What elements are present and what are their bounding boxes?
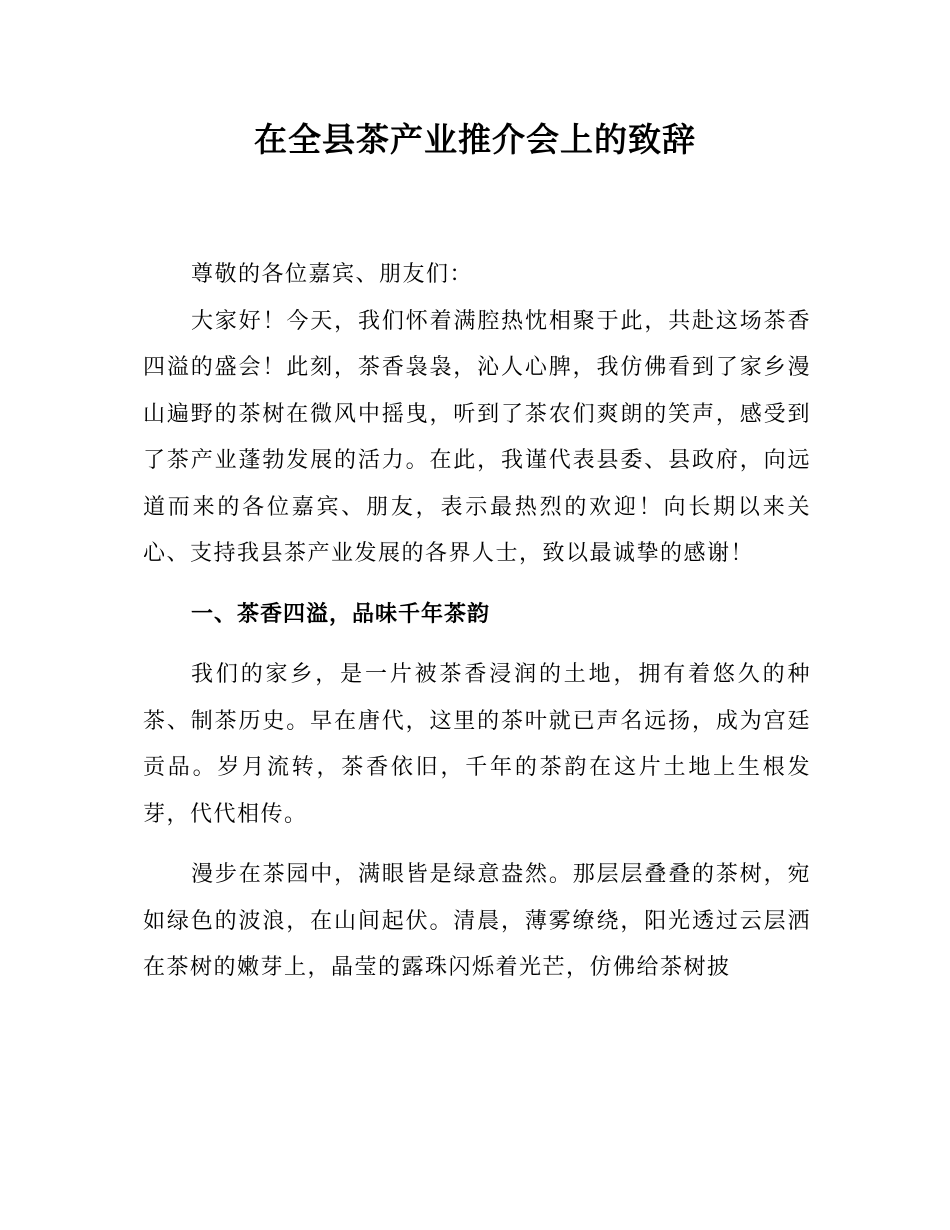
intro-paragraph: 大家好！今天，我们怀着满腔热忱相聚于此，共赴这场茶香四溢的盛会！此刻，茶香袅袅，沁人心脾，我仿佛看到了家乡漫山遍野的茶树在微风中摇曳，听到了茶农们爽朗的笑声，感受到了茶产业蓬勃发展的活力。在此，我谨代表县委、县政府，向远道而来的各位嘉宾、朋友，表示最热烈的欢迎！向长期以来关心、支持我县茶产业发展的各界人士，致以最诚挚的感谢！ xyxy=(143,308,811,566)
section1-paragraph-2: 漫步在茶园中，满眼皆是绿意盎然。那层层叠叠的茶树，宛如绿色的波浪，在山间起伏。清晨，薄雾缭绕，阳光透过云层洒在茶树的嫩芽上，晶莹的露珠闪烁着光芒，仿佛给茶树披 xyxy=(143,862,811,980)
document-title: 在全县茶产业推介会上的致辞 xyxy=(254,120,696,159)
section-heading-1: 一、茶香四溢，品味千年茶韵 xyxy=(191,601,491,627)
document-body xyxy=(143,252,811,992)
salutation: 尊敬的各位嘉宾、朋友们： xyxy=(191,262,474,287)
section1-paragraph-1: 我们的家乡，是一片被茶香浸润的土地，拥有着悠久的种茶、制茶历史。早在唐代，这里的茶叶就已声名远扬，成为宫廷贡品。岁月流转，茶香依旧，千年的茶韵在这片土地上生根发芽，代代相传。 xyxy=(143,662,811,827)
